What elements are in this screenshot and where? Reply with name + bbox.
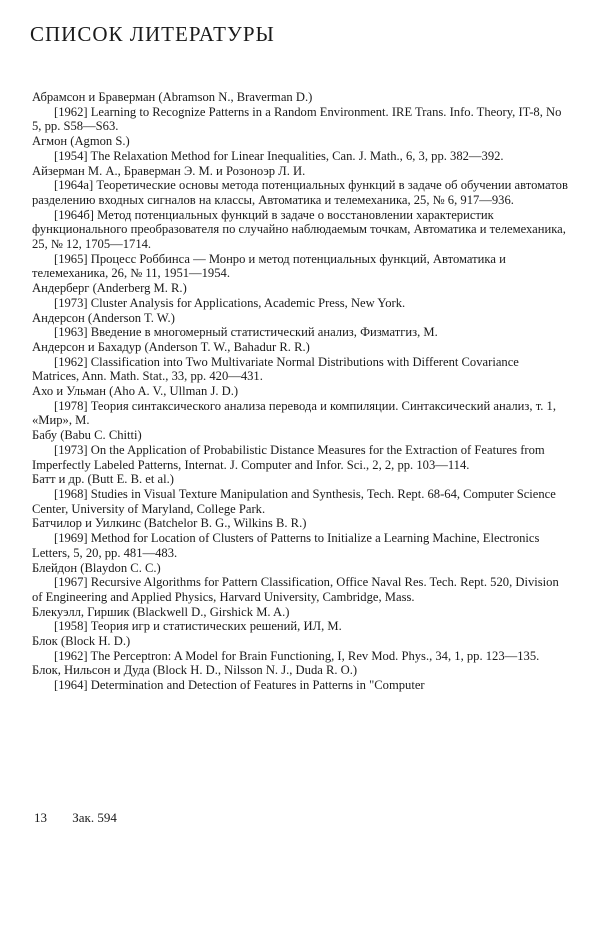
reference-work: [1965] Процесс Роббинса — Монро и метод потенциальных функций, Автоматика и телемеханика, 26, № 11, 1951—1954. (32, 251, 506, 281)
reference-author: Абрамсон и Браверман (Abramson N., Braverman D.) (32, 90, 313, 104)
reference-work: [1963] Введение в многомерный статистический анализ, Физматгиз, М. (54, 325, 438, 340)
reference-author: Блок (Block H. D.) (32, 634, 131, 649)
reference-work: [1962] Learning to Recognize Patterns in a Random Environment. IRE Trans. Info. Theory, IT-8, No 5, pp. S58—S63. (32, 104, 562, 134)
reference-work: [1967] Recursive Algorithms for Pattern Classification, Office Naval Res. Tech. Rept. 520, Division of Engineering and Applied Physics, Harvard University, Cambridge, Mass. (32, 575, 559, 604)
reference-work: [1958] Теория игр и статистических решений, ИЛ, М. (54, 619, 342, 634)
reference-author: Бабу (Babu C. Chitti) (32, 428, 142, 443)
reference-work: [1973] Cluster Analysis for Applications, Academic Press, New York. (54, 295, 406, 310)
reference-author: Ахо и Ульман (Aho A. V., Ullman J. D.) (32, 384, 239, 399)
reference-work: [1964б] Метод потенциальных функций в задаче о восстановлении характеристик функционального преобразователя по случайно наблюдаемым точкам, Автоматика и телемеханика, 25, № 12, 1705—1714. (32, 207, 566, 252)
reference-author: Агмон (Agmon S.) (32, 134, 130, 149)
reference-work: [1962] The Perceptron: A Model for Brain Functioning, I, Rev Mod. Phys., 34, 1, pp. 123—135. (54, 648, 540, 663)
page-title: СПИСОК ЛИТЕРАТУРЫ (30, 22, 275, 46)
reference-author: Батчилор и Уилкинс (Batchelor B. G., Wilkins B. R.) (32, 516, 307, 531)
reference-author: Андерсон (Anderson T. W.) (32, 310, 175, 325)
reference-author: Блейдон (Blaydon C. C.) (32, 560, 161, 575)
reference-work: [1962] Classification into Two Multivariate Normal Distributions with Different Covariance Matrices, Ann. Math. Stat., 33, pp. 420—431. (32, 354, 519, 384)
reference-author: Андерберг (Anderberg M. R.) (32, 281, 187, 296)
reference-work: [1973] On the Application of Probabilistic Distance Measures for the Extraction of Features from Imperfectly Labeled Patterns, Internat. J. Computer and Infor. Sci., 2, 2, pp. 103—114. (32, 442, 545, 472)
reference-author: Блок, Нильсон и Дуда (Block H. D., Nilsson N. J., Duda R. O.) (32, 663, 358, 678)
reference-author: Батт и др. (Butt E. B. et al.) (32, 472, 174, 487)
reference-author: Блекуэлл, Гиршик (Blackwell D., Girshick M. A.) (32, 604, 290, 619)
reference-work: [1954] The Relaxation Method for Linear Inequalities, Can. J. Math., 6, 3, pp. 382—392. (54, 148, 504, 163)
reference-author: Айзерман М. А., Браверман Э. М. и Розоноэр Л. И. (32, 163, 306, 178)
page-footer (34, 810, 117, 826)
reference-author: Андерсон и Бахадур (Anderson T. W., Bahadur R. R.) (32, 339, 310, 354)
reference-work: [1969] Method for Location of Clusters of Patterns to Initialize a Learning Machine, Electronics Letters, 5, 20, pp. 481—483. (32, 531, 540, 560)
footer-order: Зак. 594 (72, 810, 117, 825)
reference-work: [1964a] Теоретические основы метода потенциальных функций в задаче об обучении автоматов разделению входных сигналов на классы, Автоматика и телемеханика, 25, № 6, 917—936. (32, 178, 568, 207)
reference-work: [1968] Studies in Visual Texture Manipulation and Synthesis, Tech. Rept. 68-64, Computer Science Center, University of Maryland, College Park. (32, 486, 556, 516)
footer-number: 13 (34, 810, 47, 825)
reference-list (32, 90, 568, 693)
reference-work: [1964] Determination and Detection of Features in Patterns in "Computer (54, 678, 425, 693)
reference-work: [1978] Теория синтаксического анализа перевода и компиляции. Синтаксический анализ, т. 1, «Мир», М. (32, 398, 556, 428)
